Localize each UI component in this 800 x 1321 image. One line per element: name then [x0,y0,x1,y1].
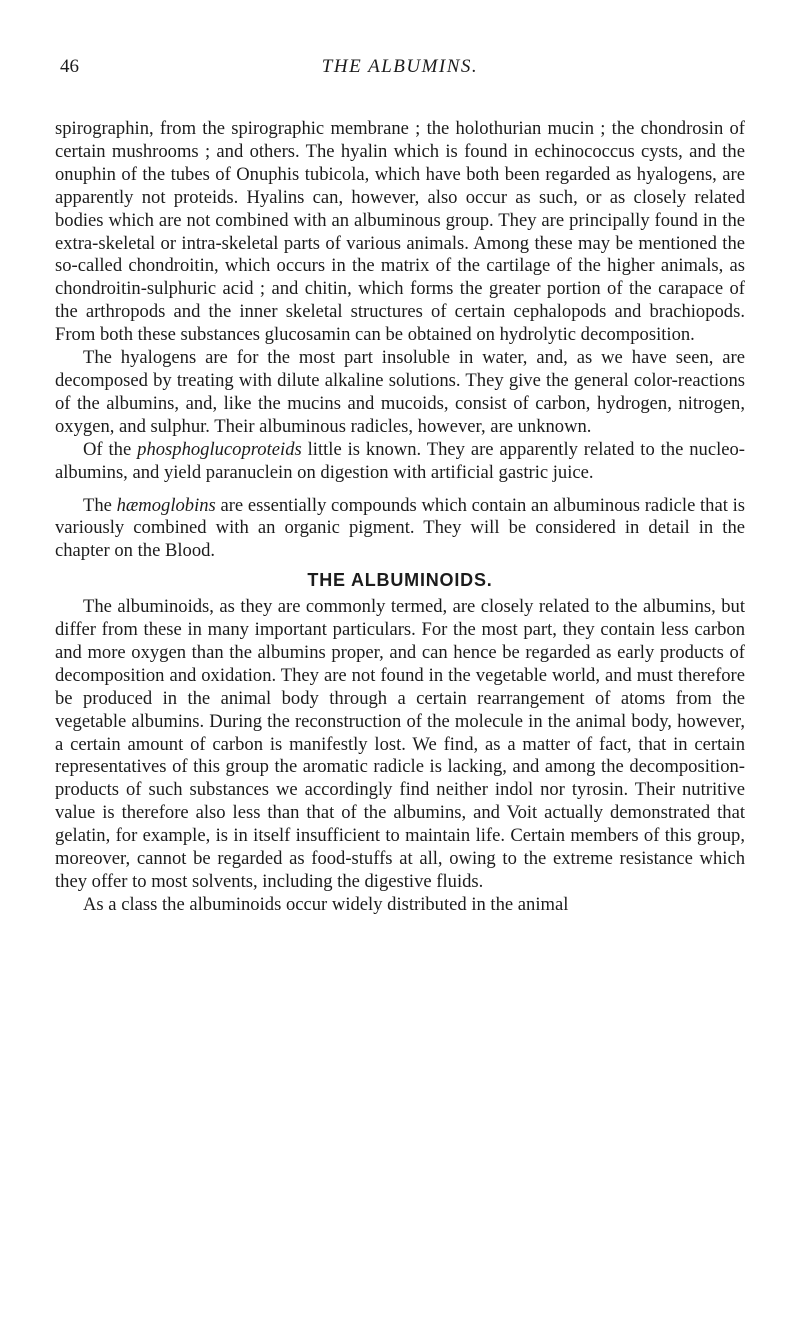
paragraph-albuminoids-distribution: As a class the albuminoids occur widely distributed in the animal [83,893,569,915]
text-span: The [83,494,117,516]
paragraph-haemoglobins [55,495,745,564]
body-text [55,118,745,917]
paragraph-phosphoglucoproteids [55,439,745,485]
book-page [55,56,745,917]
running-head [55,56,745,86]
text-span: Of the [83,438,138,460]
section-heading: THE ALBUMINOIDS. [307,570,493,591]
italic-term: hæmoglobins [116,494,216,516]
paragraph-hyalogens: The hyalogens are for the most part insoluble in water, and, as we have seen, are decomposed by treating with dilute alkaline solutions. They give the general color-reactions of the albumins, and, like the mucins and mucoids, consist of carbon, hydrogen, nitrogen, oxygen, and sulphur. Their albuminous radicles, however, are unknown. [55,347,745,437]
text-span: are essentially compounds which contain an albuminous radicle that is variously combined with an organic pigment. They will be considered in detail in the chapter on the Blood. [55,494,745,562]
page-number: 46 [60,56,79,77]
paragraph-continued: spirographin, from the spirographic membrane ; the holothurian mucin ; the chondrosin of certain mushrooms ; and others. The hyalin which is found in echinococcus cysts, and the onuphin of the tubes of Onuphis tubicola, which have both been regarded as hyalogens, are apparently not proteids. Hyalins can, however, also occur as such, or as closely related bodies which are not combined with an albuminous group. They are principally found in the extra-skeletal or intra-skeletal parts of various animals. Among these may be mentioned the so-called chondroitin, which occurs in the matrix of the cartilage of the higher animals, as chondroitin-sulphuric acid ; and chitin, which forms the greater portion of the carapace of the arthropods and the inner skeletal structures of certain cephalopods and brachiopods. From both these substances glucosamin can be obtained on hydrolytic decomposition. [55,118,745,346]
paragraph-albuminoids: The albuminoids, as they are commonly termed, are closely related to the albumins, but differ from these in many important particulars. For the most part, they contain less carbon and more oxygen than the albumins proper, and can hence be regarded as early products of decomposition and oxidation. They are not found in the vegetable world, and must therefore be produced in the animal body through a certain rearrangement of atoms from the vegetable albumins. During the reconstruction of the molecule in the animal body, however, a certain amount of carbon is manifestly lost. We find, as a matter of fact, that in certain representatives of this group the aromatic radicle is lacking, and among the decomposition-products of such substances we accordingly find neither indol nor tyrosin. Their nutritive value is therefore also less than that of the albumins, and Voit actually demonstrated that gelatin, for example, is in itself insufficient to maintain life. Certain members of this group, moreover, cannot be regarded as food-stuffs at all, owing to the extreme resistance which they offer to most solvents, including the digestive fluids. [55,596,745,892]
text-span: little is known. They are apparently related to the nucleo-albumins, and yield paranuclein on digestion with artificial gastric juice. [55,438,746,483]
italic-term: phosphoglucoproteids [137,438,302,460]
running-title: THE ALBUMINS. [321,56,479,77]
